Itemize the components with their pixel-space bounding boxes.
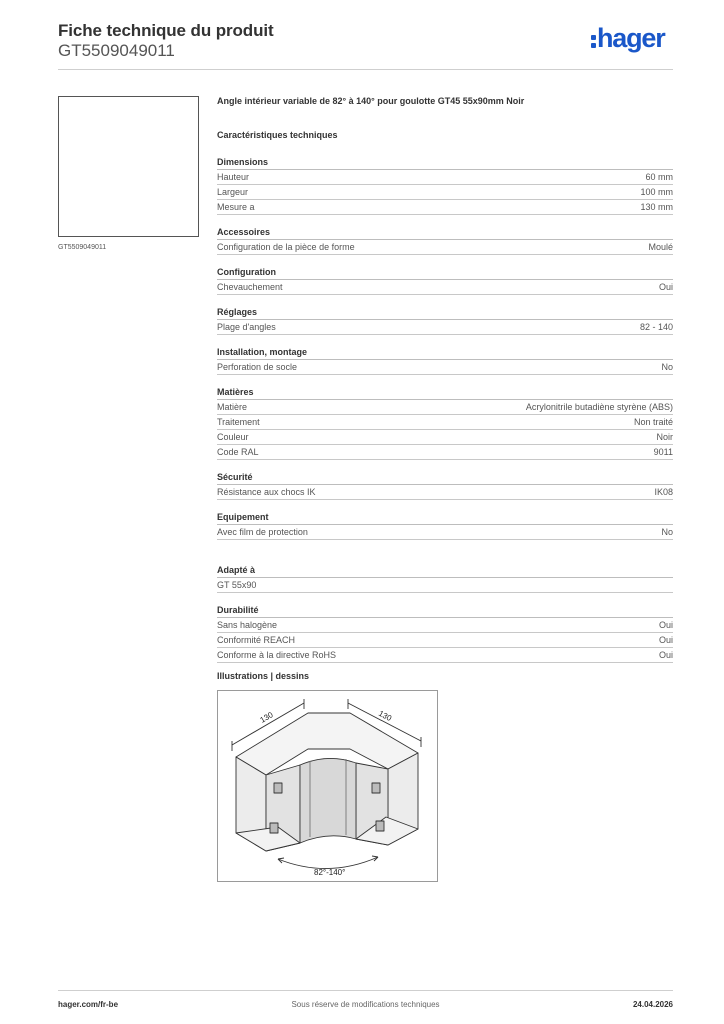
spec-label: GT 55x90 xyxy=(217,580,257,590)
spec-row xyxy=(217,525,673,540)
section-title: Réglages xyxy=(217,306,673,320)
clip-top-right xyxy=(372,783,380,793)
page-title: Fiche technique du produit xyxy=(58,21,274,40)
spec-value: Oui xyxy=(658,635,673,645)
spec-row xyxy=(217,485,673,500)
spec-row xyxy=(217,240,673,255)
spec-section xyxy=(217,564,673,593)
clip-bottom-left xyxy=(270,823,278,833)
spec-section xyxy=(217,386,673,460)
spec-label: Code RAL xyxy=(217,447,259,457)
page-footer xyxy=(58,990,673,1015)
spec-row xyxy=(217,185,673,200)
spec-section xyxy=(217,266,673,295)
footer-date: 24.04.2026 xyxy=(632,1000,673,1009)
spec-value: No xyxy=(661,527,673,537)
angle-arc-arrows xyxy=(278,856,378,863)
spec-value: 130 mm xyxy=(640,202,673,212)
spec-row xyxy=(217,170,673,185)
angle-drawing-svg xyxy=(218,691,437,881)
page-header xyxy=(58,20,673,70)
spec-value: Oui xyxy=(658,282,673,292)
spec-value: Acrylonitrile butadiène styrène (ABS) xyxy=(525,402,673,412)
spec-label: Avec film de protection xyxy=(217,527,308,537)
centre-hinge xyxy=(300,758,356,843)
spec-row xyxy=(217,578,673,593)
product-reference: GT5509049011 xyxy=(58,41,175,60)
footer-notice: Sous réserve de modifications techniques xyxy=(291,1000,440,1009)
section-title: Sécurité xyxy=(217,471,673,485)
product-image-placeholder xyxy=(58,96,199,237)
illustrations-title: Illustrations | dessins xyxy=(217,671,310,681)
dimension-label-right: 130 xyxy=(377,708,394,724)
spec-section xyxy=(217,604,673,663)
spec-section xyxy=(217,346,673,375)
spec-label: Matière xyxy=(217,402,248,412)
spec-label: Configuration de la pièce de forme xyxy=(217,242,355,252)
spec-row xyxy=(217,400,673,415)
specs-title: Caractéristiques techniques xyxy=(217,130,338,140)
spec-label: Conformité REACH xyxy=(217,635,296,645)
section-title: Dimensions xyxy=(217,156,673,170)
spec-label: Sans halogène xyxy=(217,620,278,630)
product-image-caption: GT5509049011 xyxy=(58,244,107,251)
spec-section xyxy=(217,511,673,540)
spec-value: No xyxy=(661,362,673,372)
spec-label: Perforation de socle xyxy=(217,362,298,372)
spec-value: 60 mm xyxy=(645,172,673,182)
spec-value: 100 mm xyxy=(640,187,673,197)
spec-label: Largeur xyxy=(217,187,249,197)
angle-label: 82°-140° xyxy=(314,868,346,877)
spec-row xyxy=(217,360,673,375)
spec-value: IK08 xyxy=(654,487,673,497)
hager-logo xyxy=(591,23,673,56)
specifications xyxy=(217,96,673,674)
spec-label: Traitement xyxy=(217,417,260,427)
spec-row xyxy=(217,415,673,430)
logo-text: hager xyxy=(597,23,665,53)
product-name: Angle intérieur variable de 82° à 140° pour goulotte GT45 55x90mm Noir xyxy=(217,96,525,106)
spec-section xyxy=(217,226,673,255)
footer-website-link[interactable]: hager.com/fr-be xyxy=(58,1000,119,1009)
spec-row xyxy=(217,445,673,460)
spec-row xyxy=(217,633,673,648)
clip-bottom-right xyxy=(376,821,384,831)
section-title: Matières xyxy=(217,386,673,400)
spec-row xyxy=(217,320,673,335)
spec-section xyxy=(217,156,673,215)
spec-label: Résistance aux chocs IK xyxy=(217,487,316,497)
spec-section xyxy=(217,471,673,500)
spec-value: Oui xyxy=(658,650,673,660)
section-title: Equipement xyxy=(217,511,673,525)
spec-value: 9011 xyxy=(653,447,673,457)
spec-value: Moulé xyxy=(648,242,673,252)
spec-label: Conforme à la directive RoHS xyxy=(217,650,337,660)
angle-arc xyxy=(278,857,378,869)
section-title: Adapté à xyxy=(217,564,673,578)
spec-value: Non traité xyxy=(633,417,673,427)
section-title: Accessoires xyxy=(217,226,673,240)
spec-value: Oui xyxy=(658,620,673,630)
spec-value: 82 - 140 xyxy=(639,322,673,332)
spec-row xyxy=(217,280,673,295)
section-title: Installation, montage xyxy=(217,346,673,360)
spec-row xyxy=(217,618,673,633)
dimension-label-left: 130 xyxy=(258,710,275,725)
spec-label: Hauteur xyxy=(217,172,250,182)
spec-row xyxy=(217,200,673,215)
spec-label: Plage d'angles xyxy=(217,322,276,332)
spec-row xyxy=(217,430,673,445)
spec-value: Noir xyxy=(656,432,673,442)
section-title: Durabilité xyxy=(217,604,673,618)
spec-row xyxy=(217,648,673,663)
spec-label: Couleur xyxy=(217,432,249,442)
spec-label: Mesure a xyxy=(217,202,255,212)
clip-top-left xyxy=(274,783,282,793)
spec-sections xyxy=(217,156,673,663)
section-title: Configuration xyxy=(217,266,673,280)
spec-section xyxy=(217,306,673,335)
spec-label: Chevauchement xyxy=(217,282,283,292)
technical-drawing xyxy=(217,690,438,882)
